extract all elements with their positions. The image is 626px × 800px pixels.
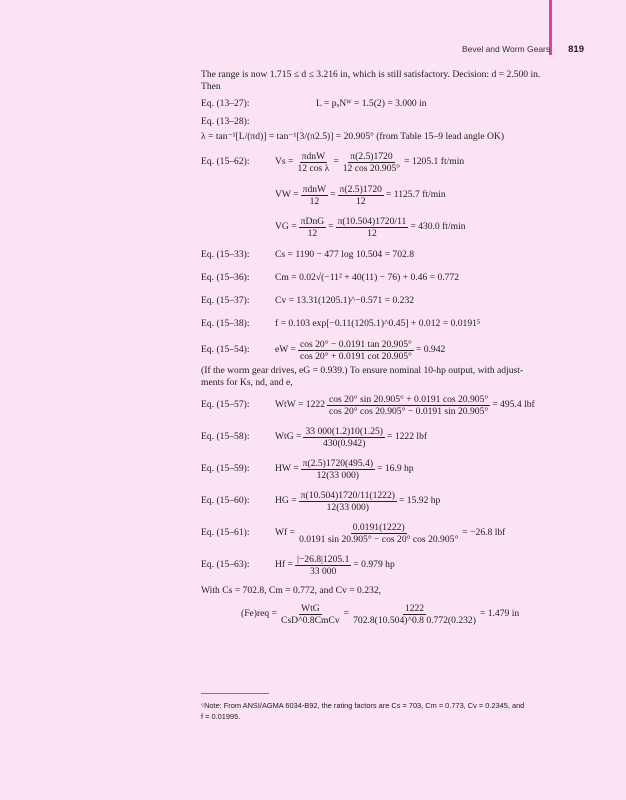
eq-label: Eq. (13–28): xyxy=(201,116,250,127)
fraction: $\frac{0.0191(1222)}{0.0191 \sin 20.905^\circ - \cos 20^\circ \cos 20.905^\circ}$ xyxy=(299,521,459,545)
fraction: $\frac{\text{πdnW}}{12}$ xyxy=(302,183,327,207)
fraction: $\frac{\pi(2.5)1720}{12 \cos 20.905^\circ}$ xyxy=(342,150,401,174)
eq-15-59 xyxy=(201,453,579,485)
eq-vg xyxy=(201,211,579,243)
eq-label: Eq. (15–62): xyxy=(201,156,250,167)
eq-content: HG = $\frac{\pi(10.504)1720/11(1222)}{12(33 000)}$ = 15.92 hp xyxy=(275,489,441,513)
eq-content: WtG = $\frac{33 000(1.2)10(1.25)}{430(0.942)}$ = 1222 lbf xyxy=(275,425,428,449)
eq-label: Eq. (15–57): xyxy=(201,399,250,410)
eq-15-60 xyxy=(201,485,579,517)
eq-label: Eq. (15–60): xyxy=(201,495,250,506)
with-line: With Cs = 702.8, Cm = 0.772, and Cv = 0.232, xyxy=(201,585,382,596)
eq-content: Cm = 0.02√(−11² + 40(11) − 76) + 0.46 = 0.772 xyxy=(275,271,460,283)
eq-content: Vs = $\frac{\text{πdnW}}{\text{12 cos λ}}$ = $\frac{\pi(2.5)1720}{12 \cos 20.905^\circ}$ = 1205.1 ft/min xyxy=(275,150,465,174)
footnote-line-1: ⁵Note: From ANSI/AGMA 6034-B92, the rating factors are Cs = 703, Cm = 0.773, Cv = 0.2345, and xyxy=(201,701,525,710)
fraction: $\frac{\pi(2.5)1720(495.4)}{12(33 000)}$ xyxy=(302,457,374,481)
eq-label: Eq. (15–59): xyxy=(201,463,250,474)
eq-vw xyxy=(201,179,579,211)
eq-15-61 xyxy=(201,517,579,549)
eq-content: Cv = 13.31(1205.1)^−0.571 = 0.232 xyxy=(275,294,415,306)
eq-content: (Fe)req = $\frac{\text{WtG}}{\text{CsD\textasciicircum{}0.8CmCv}}$ = $\frac{1222}{702.8(10.504)\^{}0.8 0.772(0.232)}$ = 1.479 in xyxy=(241,602,520,626)
eq-content: HW = $\frac{\pi(2.5)1720(495.4)}{12(33 000)}$ = 16.9 hp xyxy=(275,457,414,481)
eq-label: Eq. (15–37): xyxy=(201,294,250,306)
eq-content: eW = $\frac{\cos 20^\circ - 0.0191 \tan 20.905^\circ}{\cos 20^\circ + 0.0191 \cot 20.905^\circ}$ = 0.942 xyxy=(275,338,446,362)
running-title: Bevel and Worm Gears xyxy=(461,44,551,54)
eq-15-54 xyxy=(201,335,579,365)
footnote xyxy=(201,700,579,722)
eq-fe-req xyxy=(201,597,579,631)
mid-text-1: (If the worm gear drives, eG = 0.939.) To ensure nominal 10-hp output, with adjust- xyxy=(201,365,524,376)
eq-15-37 xyxy=(201,289,579,312)
mid-text-2: ments for Ks, nd, and e, xyxy=(201,377,293,388)
eq-content: VW = $\frac{\text{πdnW}}{12}$ = $\frac{\pi(2.5)1720}{12}$ = 1125.7 ft/min xyxy=(275,183,446,207)
fraction: $\frac{|-26.8|1205.1}{33 000}$ xyxy=(296,553,350,577)
eq-15-57 xyxy=(201,389,579,421)
eq-content: λ = tan⁻¹[L/(πd)] = tan⁻¹[3/(π2.5)] = 20.905° (from Table 15–9 lead angle OK) xyxy=(201,131,505,142)
page-body xyxy=(201,69,579,631)
eq-13-27 xyxy=(201,93,579,115)
fraction: $\frac{33 000(1.2)10(1.25)}{430(0.942)}$ xyxy=(305,425,384,449)
eq-label: Eq. (15–58): xyxy=(201,431,250,442)
eq-15-38 xyxy=(201,312,579,335)
eq-content: Wf = $\frac{0.0191(1222)}{0.0191 \sin 20.905^\circ - \cos 20^\circ \cos 20.905^\circ}$ = −26.8 lbf xyxy=(275,521,506,545)
eq-label: Eq. (15–54): xyxy=(201,344,250,355)
running-header xyxy=(462,44,584,55)
eq-label: Eq. (15–33): xyxy=(201,248,250,260)
eq-content: Cs = 1190 − 477 log 10.504 = 702.8 xyxy=(275,248,415,260)
eq-15-63 xyxy=(201,549,579,581)
fraction: $\frac{\pi(10.504)1720/11(1222)}{12(33 000)}$ xyxy=(300,489,395,513)
fraction: $\frac{\pi(10.504)1720/11}{12}$ xyxy=(337,215,407,239)
fraction: $\frac{\cos 20^\circ - 0.0191 \tan 20.905^\circ}{\cos 20^\circ + 0.0191 \cot 20.905^\circ}$ xyxy=(299,338,412,362)
eq-15-36 xyxy=(201,266,579,289)
eq-label: Eq. (15–36): xyxy=(201,271,250,283)
eq-label: Eq. (15–38): xyxy=(201,317,250,329)
fraction: $\frac{\pi(2.5)1720}{12}$ xyxy=(339,183,382,207)
eq-label: Eq. (15–63): xyxy=(201,559,250,570)
intro-line-1: The range is now 1.715 ≤ d ≤ 3.216 in, which is still satisfactory. Decision: d = 2.500 in. xyxy=(201,69,541,80)
fraction: $\frac{\text{πDnG}}{12}$ xyxy=(300,215,325,239)
fraction: $\frac{1222}{702.8(10.504)\^{}0.8 0.772(0.232)}$ xyxy=(353,602,476,626)
eq-15-62-vs xyxy=(201,145,579,179)
page-number: 819 xyxy=(568,44,584,55)
eq-13-28-label xyxy=(201,115,579,129)
eq-label: Eq. (13–27): xyxy=(201,98,250,109)
eq-15-33 xyxy=(201,243,579,266)
eq-content: VG = $\frac{\text{πDnG}}{12}$ = $\frac{\pi(10.504)1720/11}{12}$ = 430.0 ft/min xyxy=(275,215,466,239)
intro-line-2: Then xyxy=(201,81,221,92)
fraction: $\frac{\cos 20^\circ \sin 20.905^\circ + 0.0191 \cos 20.905^\circ}{\cos 20^\circ \cos 20.905^\circ - 0.0191 \sin 20.905^\circ}$ xyxy=(329,393,489,417)
fraction: $\frac{\text{πdnW}}{\text{12 cos λ}}$ xyxy=(297,150,330,174)
eq-content: WtW = 1222 $\frac{\cos 20^\circ \sin 20.905^\circ + 0.0191 \cos 20.905^\circ}{\cos 20^\circ \cos 20.905^\circ - 0.0191 \sin 20.905^\circ}$ = 495.4 lbf xyxy=(275,393,535,417)
eq-13-28 xyxy=(201,129,579,145)
eq-content: Hf = $\frac{|-26.8|1205.1}{33 000}$ = 0.979 hp xyxy=(275,553,395,577)
fraction: $\frac{\text{WtG}}{\text{CsD\textasciicircum{}0.8CmCv}}$ xyxy=(281,602,340,626)
eq-label: Eq. (15–61): xyxy=(201,527,250,538)
eq-content: f = 0.103 exp[−0.11(1205.1)^0.45] + 0.012 = 0.0191⁵ xyxy=(275,317,481,329)
eq-15-58 xyxy=(201,421,579,453)
footnote-rule xyxy=(201,693,269,694)
eq-content: L = pₓNᵂ = 1.5(2) = 3.000 in xyxy=(316,98,427,109)
footnote-line-2: f = 0.01995. xyxy=(201,712,241,721)
